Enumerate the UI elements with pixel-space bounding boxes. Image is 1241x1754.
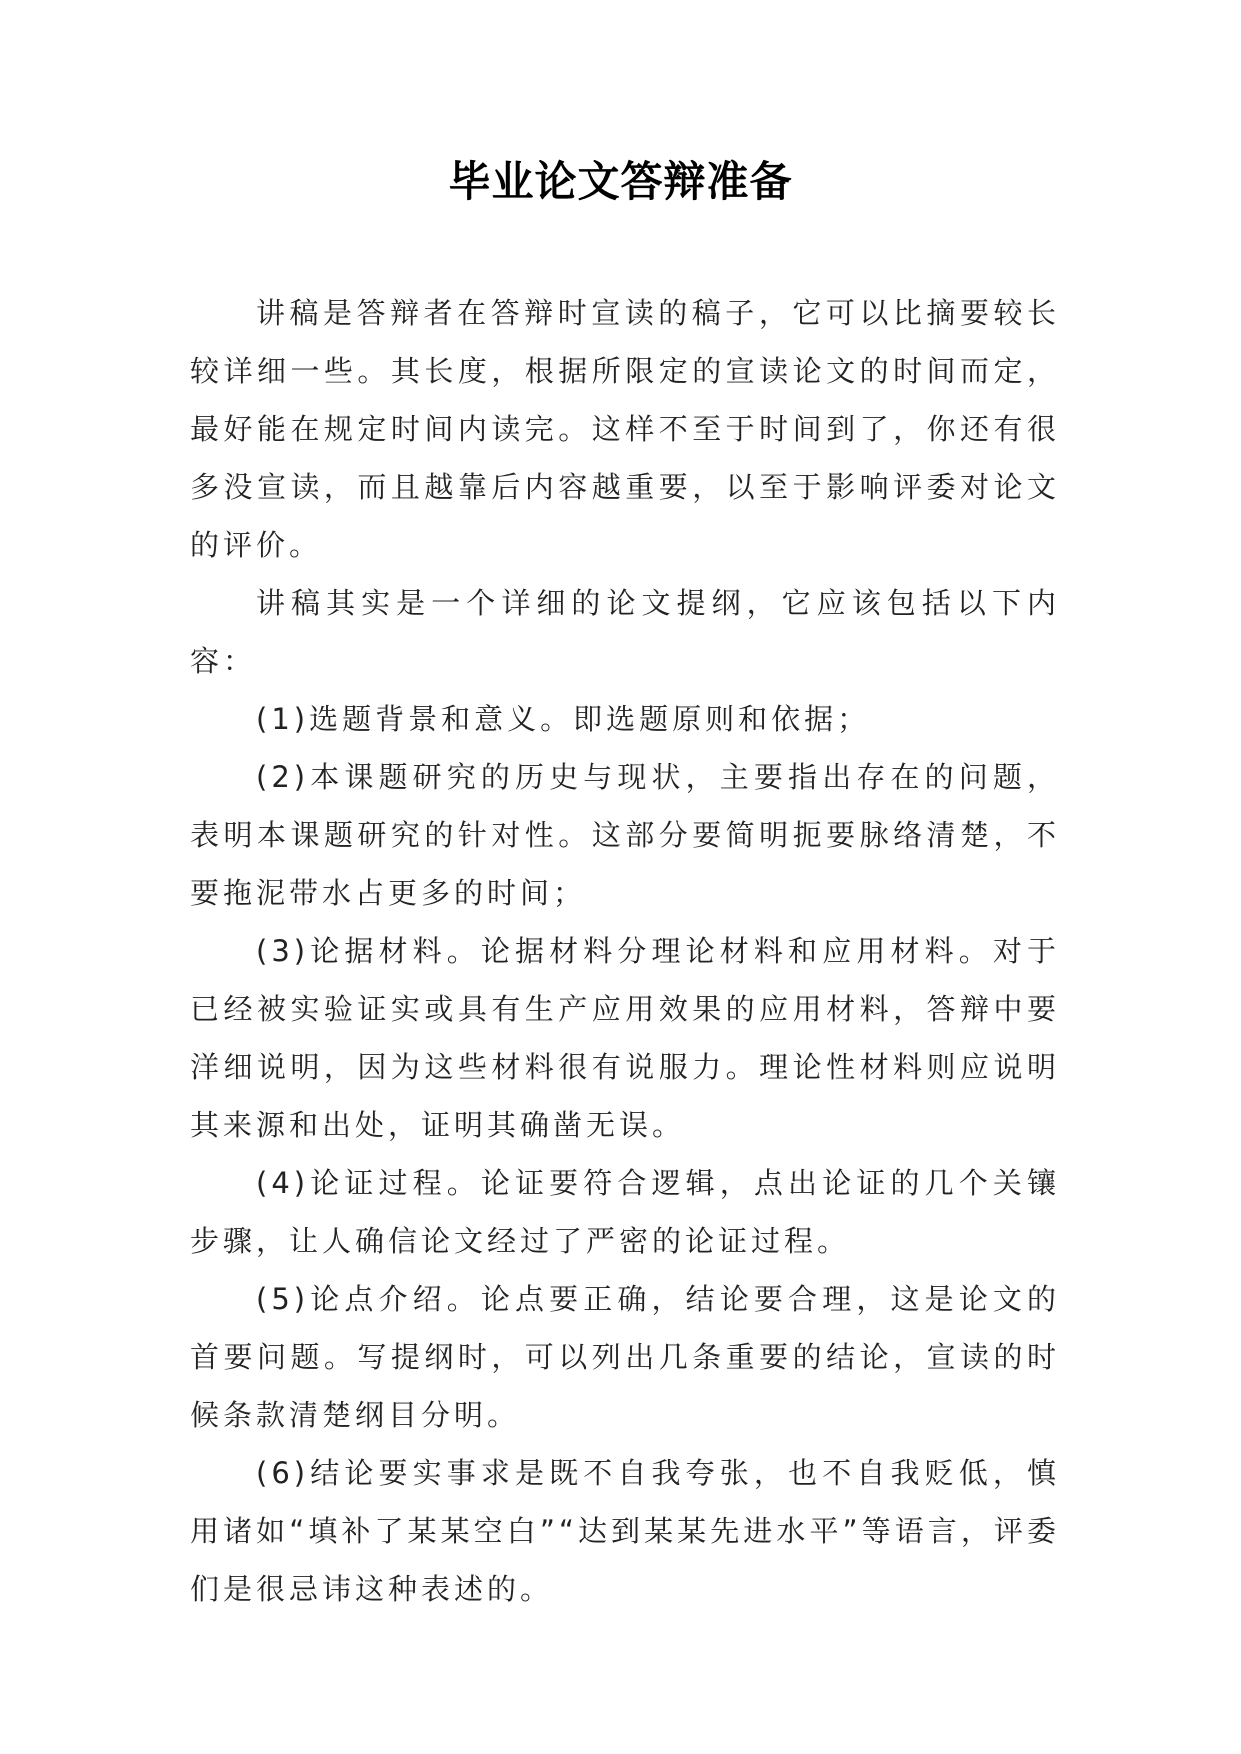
paragraph-item-1: (1)选题背景和意义。即选题原则和依据；	[256, 702, 871, 736]
paragraph-item-5: (5)论点介绍。论点要正确，结论要合理，这是论文的首要问题。写提纲时，可以列出几条重要的结论，宣读的时候条款清楚纲目分明。	[190, 1282, 1060, 1432]
document-title: 毕业论文答辩准备	[448, 157, 793, 206]
document-body	[190, 284, 1060, 1618]
paragraph-item-4: (4)论证过程。论证要符合逻辑，点出论证的几个关镶步骤，让人确信论文经过了严密的论证过程。	[190, 1166, 1060, 1258]
paragraph-item-6: (6)结论要实事求是既不自我夸张，也不自我贬低，慎用诸如“填补了某某空白”“达到某某先进水平”等语言，评委们是很忌讳这种表述的。	[190, 1456, 1060, 1606]
paragraph-item-2: (2)本课题研究的历史与现状，主要指出存在的问题，表明本课题研究的针对性。这部分要简明扼要脉络清楚，不要拖泥带水占更多的时间；	[190, 760, 1060, 910]
paragraph-item-3: (3)论据材料。论据材料分理论材料和应用材料。对于已经被实验证实或具有生产应用效果的应用材料，答辩中要洋细说明，因为这些材料很有说服力。理论性材料则应说明其来源和出处，证明其确凿无误。	[190, 934, 1060, 1142]
paragraph-intro: 讲稿是答辩者在答辩时宣读的稿子，它可以比摘要较长较详细一些。其长度，根据所限定的宣读论文的时间而定，最好能在规定时间内读完。这样不至于时间到了，你还有很多没宣读，而且越靠后内容越重要，以至于影响评委对论文的评价。	[190, 296, 1060, 562]
paragraph-outline-lead: 讲稿其实是一个详细的论文提纲，它应该包括以下内容：	[190, 586, 1060, 678]
